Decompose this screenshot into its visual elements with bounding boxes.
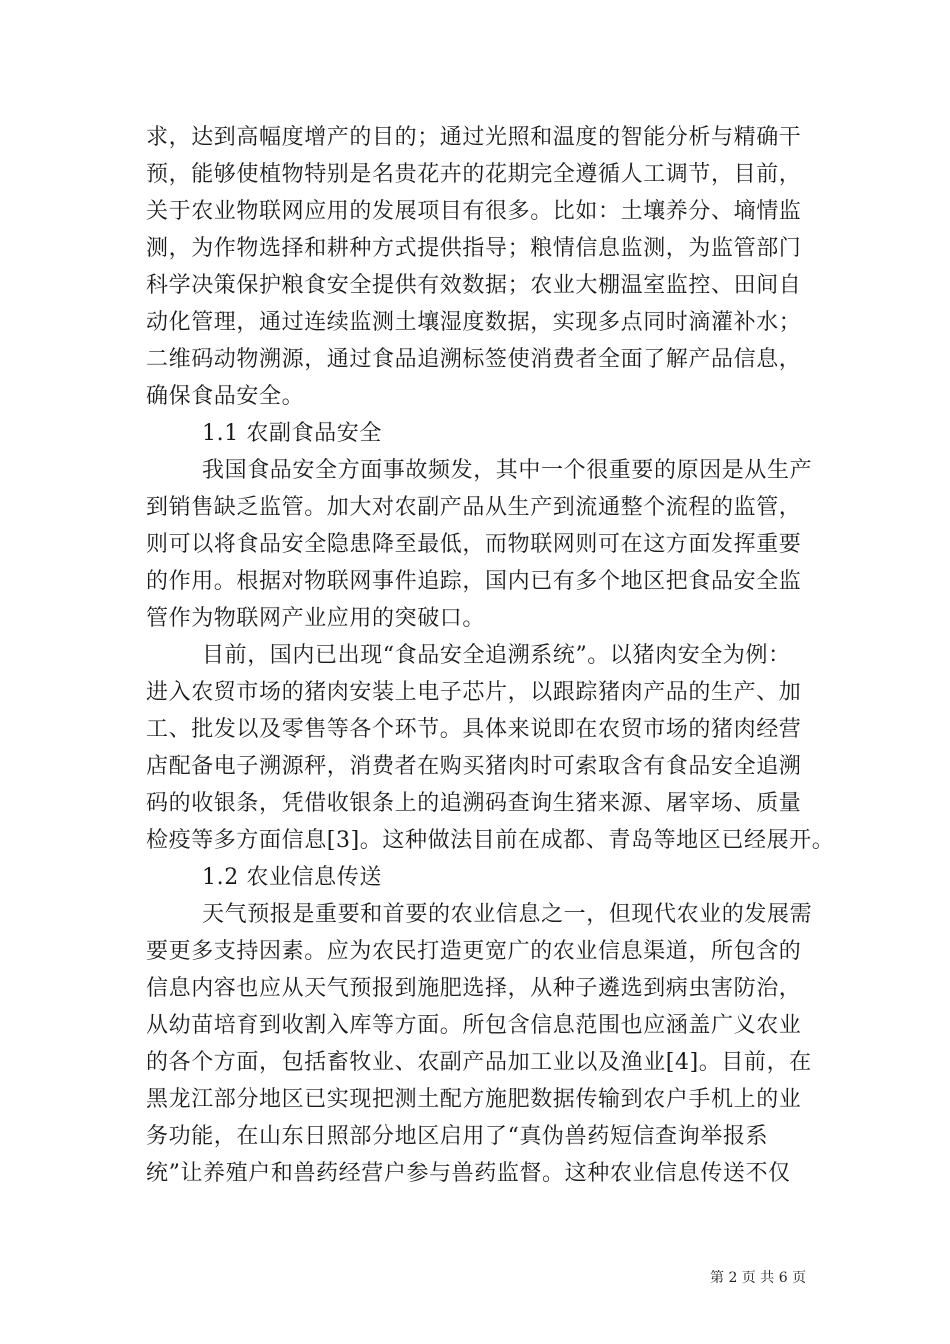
document-body <box>146 119 835 1192</box>
paragraph-line: 测，为作物选择和耕种方式提供指导；粮情信息监测，为监管部门 <box>146 236 802 261</box>
paragraph-line: 二维码动物溯源，通过食品追溯标签使消费者全面了解产品信息， <box>146 347 802 372</box>
section-heading-1-1: 1.1 农副食品安全 <box>202 421 382 446</box>
paragraph-line: 关于农业物联网应用的发展项目有很多。比如：土壤养分、墒情监 <box>146 199 802 224</box>
paragraph-line: 黑龙江部分地区已实现把测土配方施肥数据传输到农户手机上的业 <box>146 1087 802 1112</box>
paragraph-line: 从幼苗培育到收割入库等方面。所包含信息范围也应涵盖广义农业 <box>146 1013 802 1038</box>
paragraph-line: 进入农贸市场的猪肉安装上电子芯片，以跟踪猪肉产品的生产、加 <box>146 680 802 705</box>
paragraph-line: 管作为物联网产业应用的突破口。 <box>146 606 486 631</box>
paragraph-line: 求，达到高幅度增产的目的；通过光照和温度的智能分析与精确干 <box>146 125 802 150</box>
paragraph-line: 则可以将食品安全隐患降至最低，而物联网则可在这方面发挥重要 <box>146 532 802 557</box>
paragraph-line: 统”让养殖户和兽药经营户参与兽药监督。这种农业信息传送不仅 <box>146 1161 791 1186</box>
paragraph-line: 要更多支持因素。应为农民打造更宽广的农业信息渠道，所包含的 <box>146 939 802 964</box>
paragraph-line: 码的收银条，凭借收银条上的追溯码查询生猪来源、屠宰场、质量 <box>146 791 802 816</box>
paragraph-line: 到销售缺乏监管。加大对农副产品从生产到流通整个流程的监管， <box>146 495 802 520</box>
paragraph-line: 店配备电子溯源秤，消费者在购买猪肉时可索取含有食品安全追溯 <box>146 754 802 779</box>
paragraph-line: 的各个方面，包括畜牧业、农副产品加工业以及渔业[4]。目前，在 <box>146 1050 812 1075</box>
paragraph-line: 目前，国内已出现“食品安全追溯系统”。以猪肉安全为例： <box>202 643 791 668</box>
paragraph-line: 检疫等多方面信息[3]。这种做法目前在成都、青岛等地区已经展开。 <box>146 828 835 853</box>
paragraph-line: 我国食品安全方面事故频发，其中一个很重要的原因是从生产 <box>202 458 813 483</box>
paragraph-line: 信息内容也应从天气预报到施肥选择，从种子遴选到病虫害防治， <box>146 976 802 1001</box>
page-number-footer: 第 2 页 共 6 页 <box>710 1270 807 1286</box>
paragraph-line: 预，能够使植物特别是名贵花卉的花期完全遵循人工调节，目前， <box>146 162 802 187</box>
paragraph-line: 工、批发以及零售等各个环节。具体来说即在农贸市场的猪肉经营 <box>146 717 802 742</box>
paragraph-line: 的作用。根据对物联网事件追踪，国内已有多个地区把食品安全监 <box>146 569 802 594</box>
paragraph-line: 务功能，在山东日照部分地区启用了“真伪兽药短信查询举报系 <box>146 1124 769 1149</box>
paragraph-line: 天气预报是重要和首要的农业信息之一，但现代农业的发展需 <box>202 902 813 927</box>
paragraph-line: 动化管理，通过连续监测土壤湿度数据，实现多点同时滴灌补水； <box>146 310 802 335</box>
paragraph-line: 科学决策保护粮食安全提供有效数据；农业大棚温室监控、田间自 <box>146 273 802 298</box>
section-heading-1-2: 1.2 农业信息传送 <box>202 865 382 890</box>
paragraph-line: 确保食品安全。 <box>146 384 305 409</box>
